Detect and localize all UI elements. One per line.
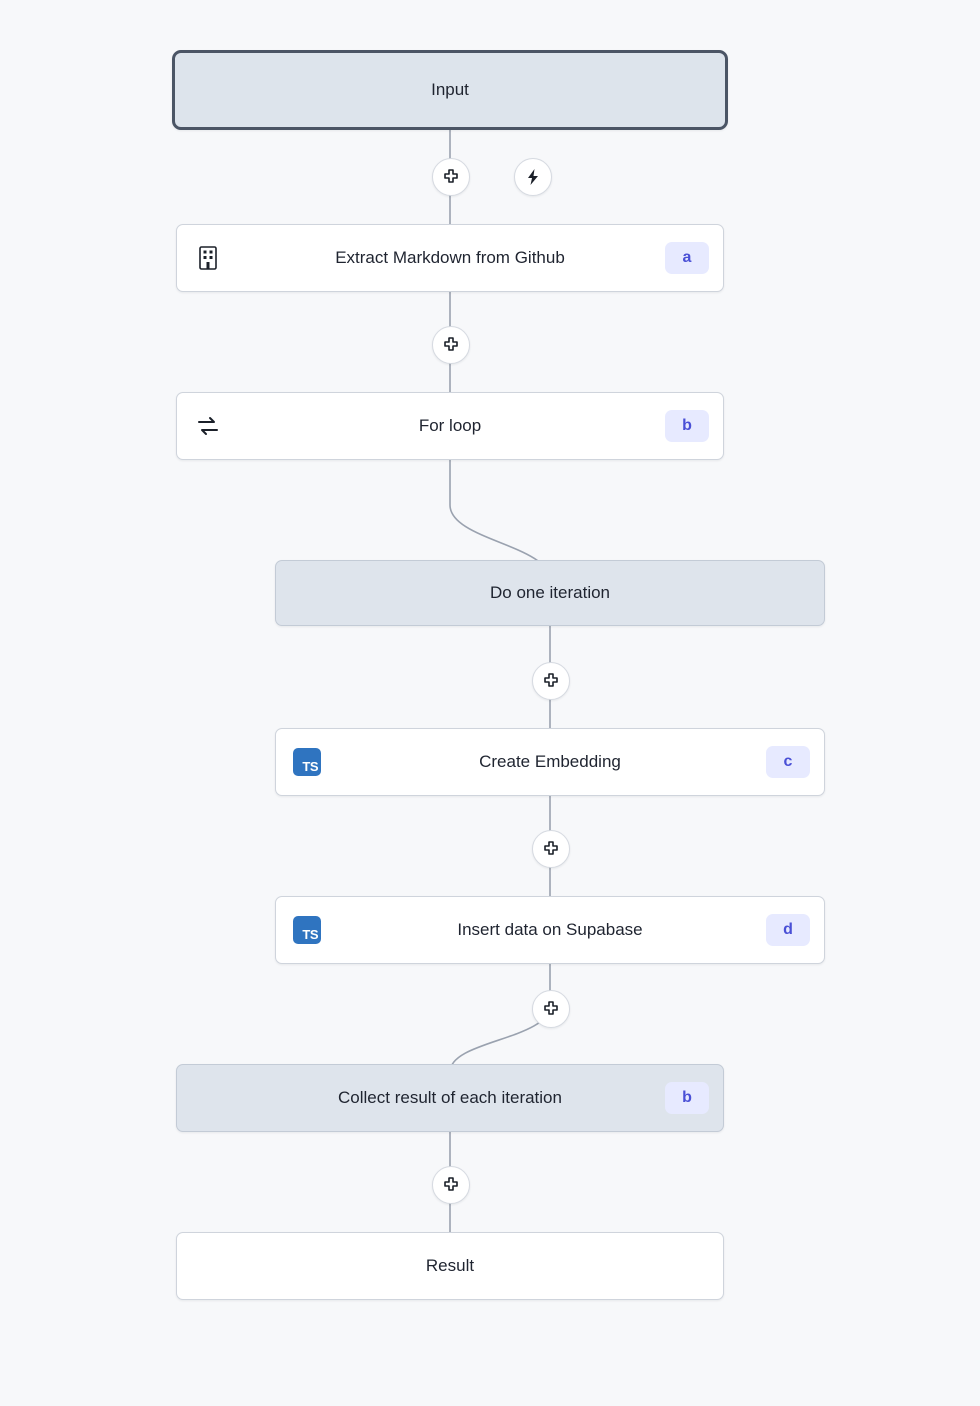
typescript-icon: TS: [292, 747, 322, 777]
node-badge-c[interactable]: c: [766, 746, 810, 778]
add-step-button[interactable]: [432, 326, 470, 364]
node-for-loop[interactable]: [176, 392, 724, 460]
node-input-label: Input: [431, 80, 469, 99]
add-step-button[interactable]: [432, 158, 470, 196]
node-collect-result-label: Collect result of each iteration: [338, 1088, 562, 1107]
app-icon: [193, 243, 223, 273]
node-insert-data-supabase[interactable]: [275, 896, 825, 964]
node-extract-markdown-label: Extract Markdown from Github: [335, 248, 565, 267]
node-badge-d[interactable]: d: [766, 914, 810, 946]
node-do-one-iteration[interactable]: [275, 560, 825, 626]
add-step-button[interactable]: [532, 830, 570, 868]
node-create-embedding-label: Create Embedding: [479, 752, 621, 771]
node-result-label: Result: [425, 1256, 475, 1275]
loop-icon: [193, 411, 223, 441]
add-step-button[interactable]: [532, 990, 570, 1028]
node-for-loop-label: For loop: [418, 416, 482, 435]
node-do-one-iteration-label: Do one iteration: [489, 583, 611, 602]
node-input[interactable]: [172, 50, 728, 130]
node-create-embedding[interactable]: [275, 728, 825, 796]
node-collect-result[interactable]: [176, 1064, 724, 1132]
node-insert-data-supabase-label: Insert data on Supabase: [457, 920, 643, 939]
node-badge-b[interactable]: b: [665, 410, 709, 442]
add-step-button[interactable]: [532, 662, 570, 700]
trigger-lightning-button[interactable]: [514, 158, 552, 196]
node-extract-markdown[interactable]: [176, 224, 724, 292]
typescript-icon: TS: [292, 915, 322, 945]
node-badge-b-collect[interactable]: b: [665, 1082, 709, 1114]
node-result[interactable]: [176, 1232, 724, 1300]
add-step-button[interactable]: [432, 1166, 470, 1204]
node-badge-a[interactable]: a: [665, 242, 709, 274]
